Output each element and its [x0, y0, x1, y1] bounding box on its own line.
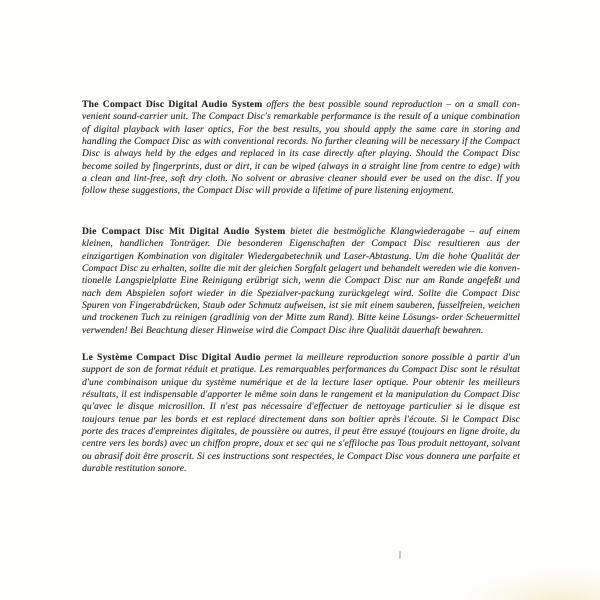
paragraph-french-body: permet la meilleure reproduction sonore possible à partir d'un support de son de format réduit et pratique. Les remarquables performances du Compact Disc sont le résultat d'une combinaison unique du système numérique et de la lecture laser optique. Pour obtenir les meilleurs résultats, il est indispensable d'apporter le même soin dans le rangement et la manipulation du Compact Disc qu'avec le disque microsillon. Il n'est pas nécessaire d'effectuer de nettoyage particulier si le disque est toujours tenue par les bords et est replacé directement dans son boîtier après l'écoute. Si le Compact Disc porte des traces d'empreintes digitales, de poussière ou autres, il peut être essuyé (toujours en ligne droite, du centre vers les bords) avec un chiffon propre, doux et sec qui ne s'effiloche pas Tous produit nettoyant, solvant ou abrasif doit être proscrit. Si ces instructions sont respectées, le Compact Disc vous donnera une parfaite et durable restitution sonore. [82, 352, 520, 475]
paragraph-french [82, 352, 520, 475]
paragraph-english-lead: The Compact Disc Digital Audio System [82, 99, 263, 110]
paragraph-german [82, 226, 520, 337]
paragraph-german-body: bietet die bestmögliche Klangwiederagabe – auf einem kleinen, handlichen Tonträger. Die besonderen Eigenschaften der Compact Disc resultieren aus der einzigartigen Kombination von digitaler Wiedergabetechnik und Laser-Abtastung. Um die hohe Qualität der Compact Disc zu erhalten, sollte die mit der gleichen Sorgfalt gelagert und behandelt wereden wie die konven-tionelle Langspielplatte Eine Reinigung erübrigt sich, wenn die Compact Disc nur am Rande angefeßt und nach dem Abspielen sofort wieder in die Spezialver-packung zurückgelegt wird. Sollte die Compact Disc Spuren von Fingerabdrücken, Staub oder Schmutz aufweisen, ist sie mit einem sauberen, fusselfreien, weichen und trockenen Tuch zu reinigen (gradlinig von der Mitte zum Rand). Bitte keine Lösungs- order Scheuermittel verwenden! Bei Beachtung dieser Hinweise wird die Compact Disc ihre Qualität dauerhaft bewahren. [82, 226, 520, 336]
scan-stain [462, 572, 600, 600]
paragraph-german-lead: Die Compact Disc Mit Digital Audio System [82, 226, 286, 237]
scan-speck [399, 551, 401, 559]
paragraph-english-body: offers the best possible sound reproduction – on a small con-venient sound-carrier unit. The Compact Disc's remarkable performance is the result of a unique combination of digital playback with laser optics, For the best results, you should apply the same care in storing and handling the Compact Disc as with conventional records. No further cleaning will be necessary if the Compact Disc is always held by the edges and replaced in its case directly after playing. Should the Compact Disc become soiled by fingerprints, dust or dirt, it can be wiped (always in a straight line from centre to edge) with a clean and lint-free, soft dry cloth. No solvent or abrasive cleaner should ever be used on the disc. If you follow these suggestions, the Compact Disc will provide a lifetime of pure listening enjoyment. [82, 99, 520, 197]
paragraph-english [82, 99, 520, 198]
paragraph-french-lead: Le Système Compact Disc Digital Audio [82, 352, 261, 363]
